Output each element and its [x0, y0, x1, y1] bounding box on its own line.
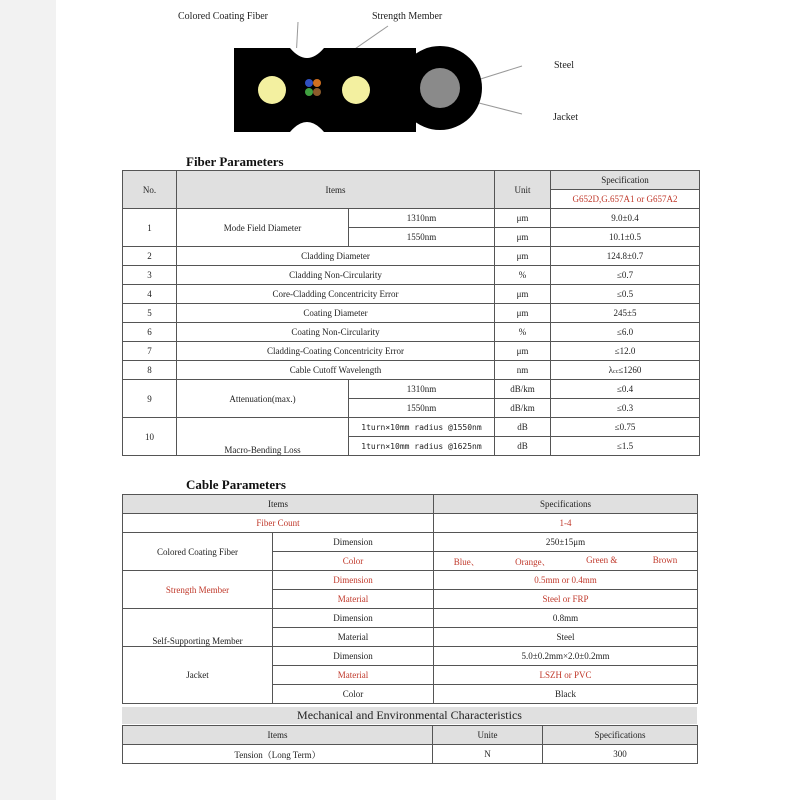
row-no: 5: [123, 304, 177, 323]
fiber-orange: [313, 79, 321, 87]
row-unit: μm: [495, 304, 551, 323]
spec-value: 5.0±0.2mm×2.0±0.2mm: [434, 647, 698, 666]
row-spec: ≤0.75: [551, 418, 700, 437]
row-item: Mode Field Diameter: [177, 209, 349, 247]
table-row: [123, 323, 700, 342]
fiber-color-item: Green &: [586, 554, 618, 565]
row-spec: ≤12.0: [551, 342, 700, 361]
row-spec: ≤0.4: [551, 380, 700, 399]
row-unit: dB/km: [495, 399, 551, 418]
sub-label: Material: [273, 666, 434, 685]
spec-value: Black: [434, 685, 698, 704]
spec-value: 250±15μm: [434, 533, 698, 552]
sub-label: Color: [273, 552, 434, 571]
header-specification: Specification: [551, 171, 700, 190]
row-spec: ≤0.3: [551, 399, 700, 418]
table-row: [123, 361, 700, 380]
row-no: 9: [123, 380, 177, 418]
row-sub-item: 1310nm: [349, 380, 495, 399]
table-row: [123, 745, 698, 764]
colored-coating-fiber-label: Colored Coating Fiber: [123, 533, 273, 571]
jacket-label: Jacket: [123, 647, 273, 704]
sub-label: Color: [273, 685, 434, 704]
row-spec: ≤0.7: [551, 266, 700, 285]
row-spec: 300: [543, 745, 698, 764]
row-item: Cladding Diameter: [177, 247, 495, 266]
sub-label: Dimension: [273, 533, 434, 552]
fiber-color-list: [434, 552, 698, 571]
table-row: [123, 514, 698, 533]
mechanical-table: [122, 725, 698, 764]
cable-cross-section-diagram: [150, 0, 630, 140]
label-steel: Steel: [554, 60, 574, 71]
row-no: 10: [123, 418, 177, 456]
header-no: No.: [123, 171, 177, 209]
row-spec: 245±5: [551, 304, 700, 323]
row-sub-item: 1550nm: [349, 228, 495, 247]
header-spec-standard: G652D,G.657A1 or G657A2: [551, 190, 700, 209]
row-unit: dB: [495, 418, 551, 437]
fiber-table-header-row: [123, 171, 700, 190]
fiber-parameters-title: Fiber Parameters: [186, 154, 284, 169]
table-row: [123, 571, 698, 590]
fiber-color-item: Blue、: [453, 556, 480, 567]
strength-member-left: [258, 76, 286, 104]
fiber-count-value: 1-4: [434, 514, 698, 533]
steel-wire: [420, 68, 460, 108]
row-unit: μm: [495, 209, 551, 228]
sub-label: Dimension: [273, 647, 434, 666]
fiber-brown: [313, 88, 321, 96]
header-specifications: Specifications: [434, 495, 698, 514]
self-supporting-member-label: Self-Supporting Member: [123, 609, 273, 647]
label-colored-coating-fiber: Colored Coating Fiber: [178, 11, 268, 22]
cable-table-header-row: [123, 495, 698, 514]
label-jacket: Jacket: [553, 112, 578, 123]
row-spec: ≤0.5: [551, 285, 700, 304]
row-no: 3: [123, 266, 177, 285]
row-unit: dB/km: [495, 380, 551, 399]
spec-value: Steel: [434, 628, 698, 647]
header-items: Items: [123, 726, 433, 745]
label-strength-member: Strength Member: [372, 11, 443, 22]
page-margin: [0, 0, 56, 800]
spec-subscript: cc: [613, 369, 619, 375]
table-row: [123, 380, 700, 399]
fiber-green: [305, 88, 313, 96]
fiber-parameters-table: [122, 170, 700, 456]
row-item: Cladding-Coating Concentricity Error: [177, 342, 495, 361]
spec-value: LSZH or PVC: [434, 666, 698, 685]
header-items: Items: [177, 171, 495, 209]
header-unite: Unite: [433, 726, 543, 745]
fiber-color-item: Orange、: [515, 556, 551, 567]
mechanical-header-row: [123, 726, 698, 745]
table-row: [123, 533, 698, 552]
row-unit: nm: [495, 361, 551, 380]
row-spec: ≤6.0: [551, 323, 700, 342]
table-row: [123, 304, 700, 323]
mechanical-title-bar: [122, 707, 697, 724]
sub-label: Dimension: [273, 609, 434, 628]
table-row: [123, 209, 700, 228]
table-row: [123, 247, 700, 266]
table-row: [123, 418, 700, 437]
row-unit: %: [495, 266, 551, 285]
row-sub-item: 1310nm: [349, 209, 495, 228]
fiber-count-label: Fiber Count: [123, 514, 434, 533]
table-row: [123, 342, 700, 361]
row-spec: [551, 361, 700, 380]
row-sub-item: 1550nm: [349, 399, 495, 418]
table-row: [123, 285, 700, 304]
fiber-color-item: Brown: [652, 554, 678, 565]
sub-label: Dimension: [273, 571, 434, 590]
header-specifications: Specifications: [543, 726, 698, 745]
row-no: 1: [123, 209, 177, 247]
row-item: Attenuation(max.): [177, 380, 349, 418]
row-spec: ≤1.5: [551, 437, 700, 456]
row-item: Cable Cutoff Wavelength: [177, 361, 495, 380]
strength-member-right: [342, 76, 370, 104]
spec-lambda: λ: [608, 365, 614, 375]
row-item: Tension（Long Term）: [123, 745, 433, 764]
row-spec: 10.1±0.5: [551, 228, 700, 247]
table-row: [123, 266, 700, 285]
row-item: Macro-Bending Loss: [177, 418, 349, 456]
fiber-blue: [305, 79, 313, 87]
row-sub-item: 1turn×10mm radius @1550nm: [349, 418, 495, 437]
row-item: Core-Cladding Concentricity Error: [177, 285, 495, 304]
table-row: [123, 609, 698, 628]
leader-line-jacket: [475, 102, 522, 114]
spec-value: 0.5mm or 0.4mm: [434, 571, 698, 590]
row-no: 8: [123, 361, 177, 380]
cable-parameters-table: [122, 494, 698, 704]
row-no: 6: [123, 323, 177, 342]
row-item: Coating Diameter: [177, 304, 495, 323]
fiber-color-row: [436, 555, 695, 568]
sub-label: Material: [273, 628, 434, 647]
row-unit: dB: [495, 437, 551, 456]
row-no: 4: [123, 285, 177, 304]
row-sub-item: 1turn×10mm radius @1625nm: [349, 437, 495, 456]
mechanical-title: Mechanical and Environmental Characteristics: [297, 708, 522, 722]
header-unit: Unit: [495, 171, 551, 209]
strength-member-label: Strength Member: [123, 571, 273, 609]
spec-value: ≤1260: [618, 365, 642, 375]
row-item: Cladding Non-Circularity: [177, 266, 495, 285]
table-row: [123, 647, 698, 666]
spec-value: 0.8mm: [434, 609, 698, 628]
row-unit: μm: [495, 342, 551, 361]
row-unit: μm: [495, 247, 551, 266]
row-item: Coating Non-Circularity: [177, 323, 495, 342]
row-unit: μm: [495, 228, 551, 247]
sub-label: Material: [273, 590, 434, 609]
row-unit: %: [495, 323, 551, 342]
row-unit: μm: [495, 285, 551, 304]
row-spec: 9.0±0.4: [551, 209, 700, 228]
header-items: Items: [123, 495, 434, 514]
row-no: 7: [123, 342, 177, 361]
row-spec: 124.8±0.7: [551, 247, 700, 266]
row-no: 2: [123, 247, 177, 266]
spec-value: Steel or FRP: [434, 590, 698, 609]
row-unit: N: [433, 745, 543, 764]
cable-parameters-title: Cable Parameters: [186, 477, 286, 492]
